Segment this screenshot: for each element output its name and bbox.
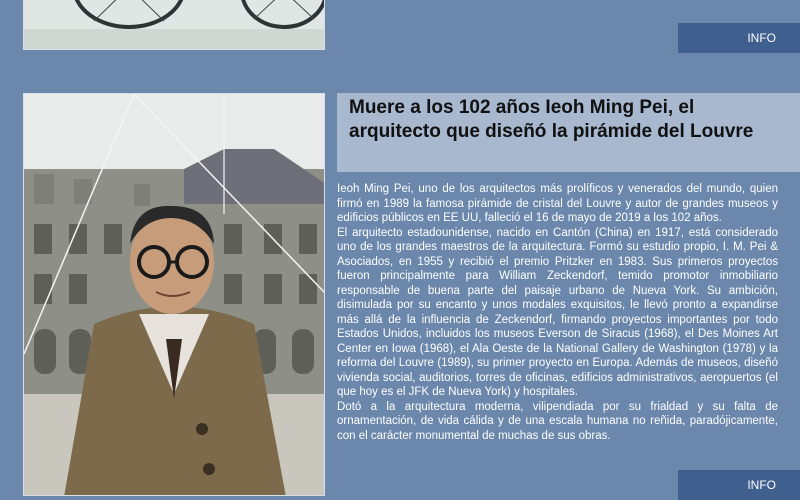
article-paragraph-intro: Ieoh Ming Pei, uno de los arquitectos más prolíficos y venerados del mundo, quien firmó en 1989 la famosa pirámide de cristal del Louvre y autor de grandes museos y edificios públicos en EE UU, falleció el 16 de mayo de 2019 a los 102 años. [337, 183, 778, 224]
info-button-top[interactable]: INFO [678, 23, 800, 53]
bicycle-photo [23, 0, 325, 50]
info-button-bottom[interactable]: INFO [678, 470, 800, 500]
article-body [337, 182, 778, 443]
article-title-box [337, 93, 800, 172]
article-title: Muere a los 102 años Ieoh Ming Pei, el arquitecto que diseñó la pirámide del Louvre [349, 97, 754, 142]
article-paragraph-career: El arquitecto estadounidense, nacido en Cantón (China) en 1917, está considerado uno de los grandes maestros de la arquitectura. Formó su estudio propio, I. M. Pei & Asociados, en 1955 y recibió el premio Pritzker en 1983. Sus primeros proyectos fueron principalmente para William Zeckendorf, temido promotor inmobiliario responsable de buena parte del paisaje urbano de Nueva York. Su ambición, disimulada por su encanto y unos modales exquisitos, le llevó pronto a expandirse más allá de la influencia de Zeckendorf, firmando proyectos importantes por todo Estados Unidos, incluidos los museos Everson de Siracus (1968), el Des Moines Art Center en Iowa (1968), el Ala Oeste de la National Gallery de Washington (1978) y la reforma del Louvre (1989), su primer proyecto en Europa. Además de museos, diseñó vivienda social, auditorios, torres de oficinas, edificios administrativos, aeropuertos (el que hoy es el JFK de Nueva York) y hospitales. [337, 226, 778, 398]
ieoh-ming-pei-photo [23, 93, 325, 496]
article-paragraph-legacy: Dotó a la arquitectura moderna, vilipendiada por su frialdad y su falta de ornamentación, de vida cálida y de una escala humana no reñida, paradójicamente, con el carácter monumental de muchas de sus obras. [337, 400, 778, 442]
